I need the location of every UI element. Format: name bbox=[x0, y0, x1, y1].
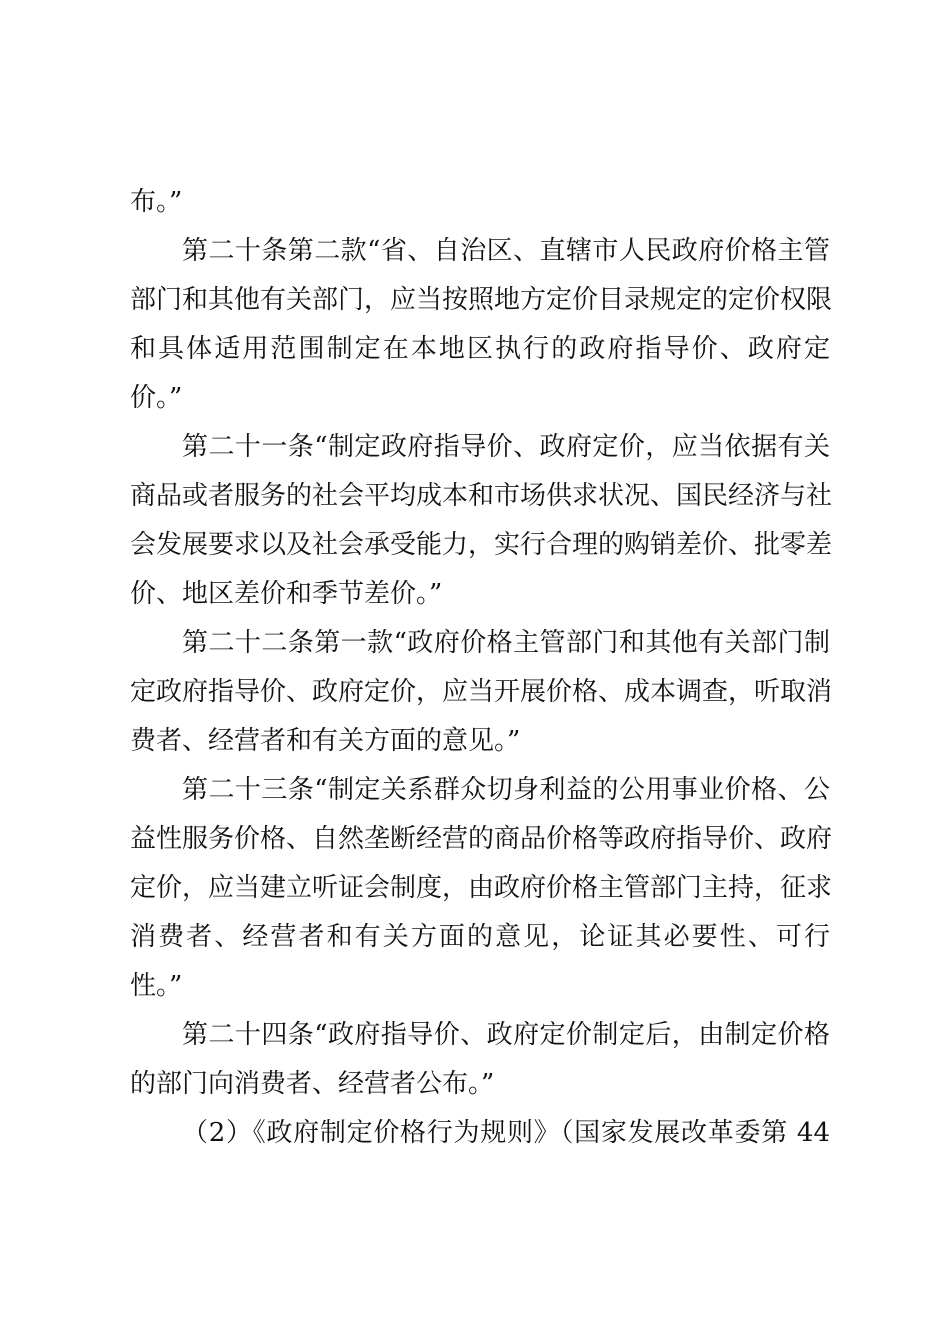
text-line: 第二十一条“制定政府指导价、政府定价，应当依据有关 bbox=[182, 432, 830, 462]
text-line: 部门和其他有关部门，应当按照地方定价目录规定的定价权限 bbox=[130, 285, 833, 315]
text-line: 定政府指导价、政府定价，应当开展价格、成本调查，听取消 bbox=[130, 677, 833, 707]
text-line: 第二十条第二款“省、自治区、直辖市人民政府价格主管 bbox=[182, 236, 830, 266]
text-line: 性。” bbox=[130, 971, 183, 1001]
text-line: （2）《政府制定价格行为规则》（国家发展改革委第 44 bbox=[182, 1118, 830, 1148]
text-line: 益性服务价格、自然垄断经营的商品价格等政府指导价、政府 bbox=[130, 824, 833, 854]
text-line: 第二十三条“制定关系群众切身利益的公用事业价格、公 bbox=[182, 775, 830, 805]
text-line: 费者、经营者和有关方面的意见。” bbox=[130, 726, 521, 756]
text-line: 价。” bbox=[130, 383, 183, 413]
text-line: 价、地区差价和季节差价。” bbox=[130, 579, 443, 609]
text-line: 第二十二条第一款“政府价格主管部门和其他有关部门制 bbox=[182, 628, 830, 658]
text-line: 会发展要求以及社会承受能力，实行合理的购销差价、批零差 bbox=[130, 530, 833, 560]
text-line: 消费者、经营者和有关方面的意见，论证其必要性、可行 bbox=[130, 922, 830, 952]
text-line: 商品或者服务的社会平均成本和市场供求状况、国民经济与社 bbox=[130, 481, 833, 511]
text-line: 定价，应当建立听证会制度，由政府价格主管部门主持，征求 bbox=[130, 873, 833, 903]
document-body bbox=[130, 178, 833, 1158]
text-line: 第二十四条“政府指导价、政府定价制定后，由制定价格 bbox=[182, 1020, 830, 1050]
text-line: 和具体适用范围制定在本地区执行的政府指导价、政府定 bbox=[130, 334, 830, 364]
text-line: 布。” bbox=[130, 187, 183, 217]
text-line: 的部门向消费者、经营者公布。” bbox=[130, 1069, 495, 1099]
